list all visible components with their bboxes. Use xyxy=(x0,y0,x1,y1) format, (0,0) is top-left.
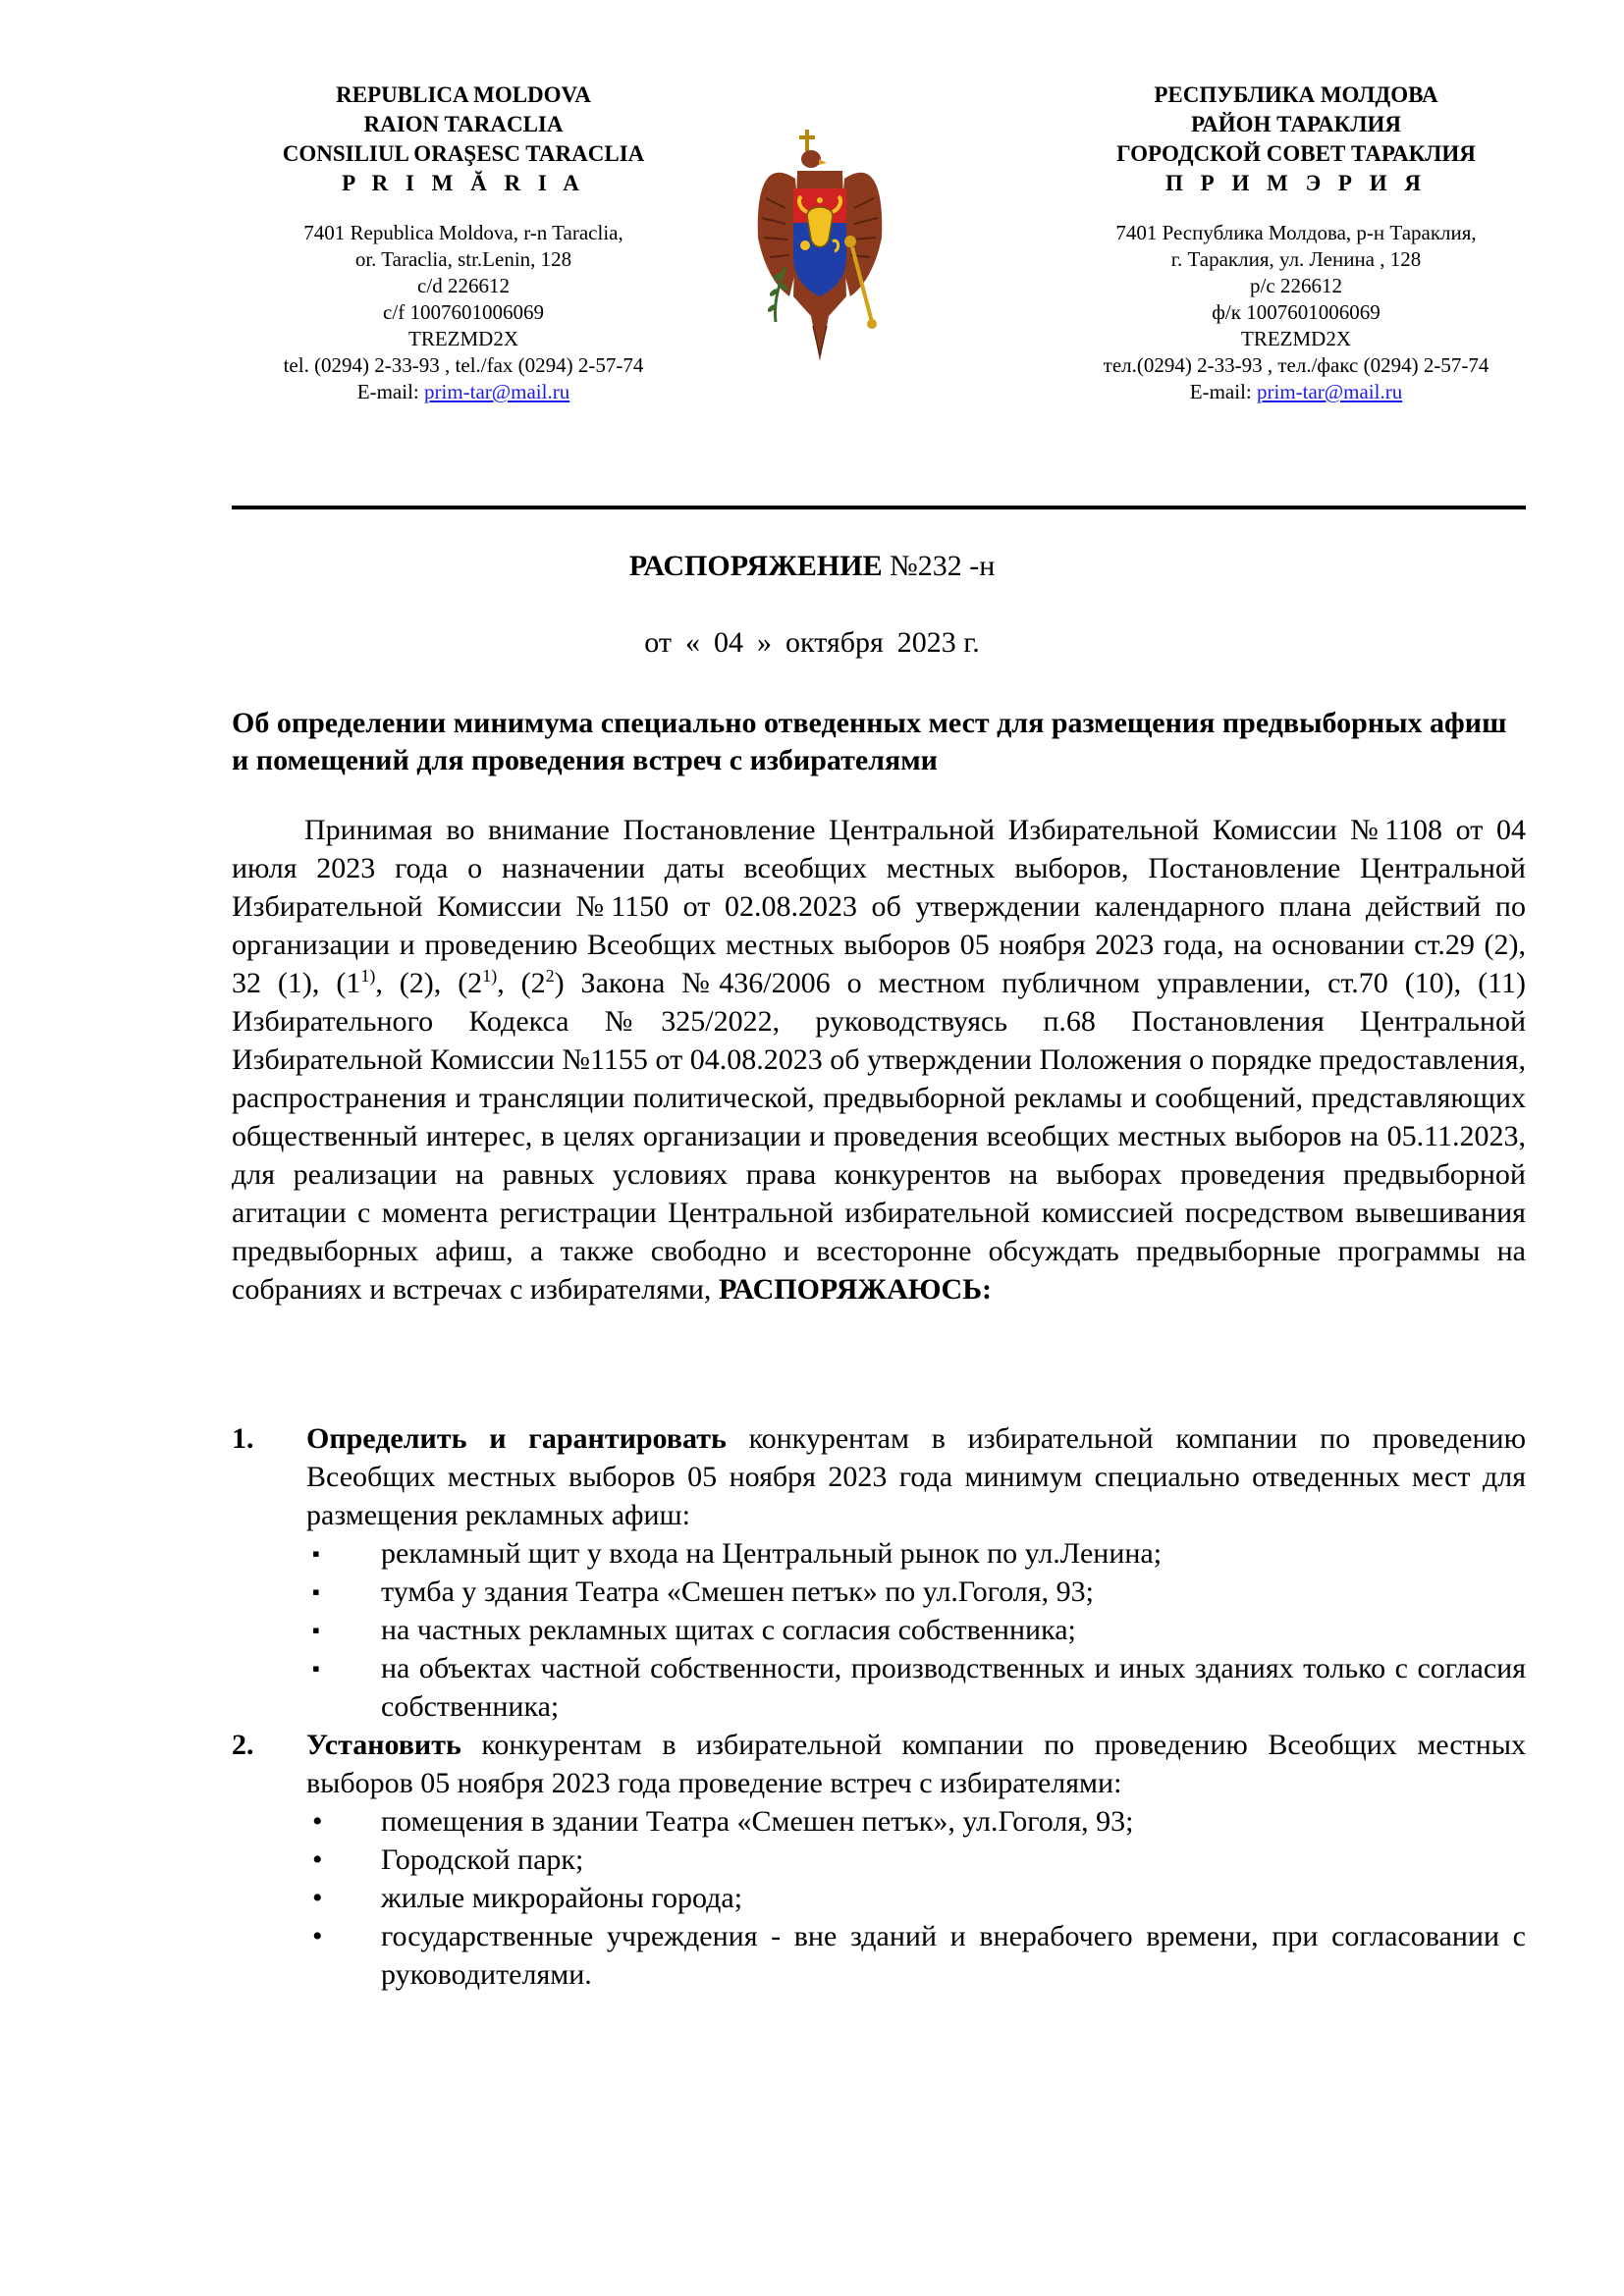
fiscal-code-line: ф/к 1007601006069 xyxy=(1212,300,1380,324)
list-item xyxy=(306,1534,1526,1573)
email-label: E-mail: xyxy=(356,380,424,403)
date-prefix: от xyxy=(644,626,673,659)
office-name: П Р И М Э Р И Я xyxy=(1165,171,1427,195)
list-item-text: на объектах частной собственности, производственных и иных зданиях только с согласия собственника; xyxy=(381,1652,1526,1723)
date-month: октября xyxy=(785,626,884,659)
title-word: РАСПОРЯЖЕНИЕ xyxy=(628,550,883,582)
order-item-2 xyxy=(232,1726,1526,1994)
country-name: REPUBLICA MOLDOVA xyxy=(336,82,591,107)
item-number: 2. xyxy=(232,1729,254,1761)
list-item-text: государственные учреждения - вне зданий и внерабочего времени, при согласовании с руководителями. xyxy=(381,1920,1526,1991)
email-link[interactable]: prim-tar@mail.ru xyxy=(1257,380,1403,403)
council-name: ГОРОДСКОЙ СОВЕТ ТАРАКЛИЯ xyxy=(1116,141,1476,166)
list-item-text: Городской парк; xyxy=(381,1843,584,1876)
country-name: РЕСПУБЛИКА МОЛДОВА xyxy=(1154,82,1438,107)
account-line: р/с 226612 xyxy=(1250,274,1342,297)
phone-line: тел.(0294) 2-33-93 , тел./факс (0294) 2-57-74 xyxy=(1103,353,1489,377)
round-bullet-icon: • xyxy=(312,1843,323,1876)
list-item xyxy=(306,1649,1526,1726)
item-lead: Установить xyxy=(306,1729,461,1761)
list-item-text: помещения в здании Театра «Смешен петък», ул.Гоголя, 93; xyxy=(381,1805,1134,1838)
phone-line: tel. (0294) 2-33-93 , tel./fax (0294) 2-57-74 xyxy=(283,353,644,377)
superscript: 1) xyxy=(482,966,498,986)
date-year: 2023 г. xyxy=(896,626,980,659)
preamble-paragraph xyxy=(232,811,1526,1308)
list-item xyxy=(306,1611,1526,1649)
superscript: 2 xyxy=(545,966,555,986)
item-body xyxy=(306,1419,1526,1534)
email-label: E-mail: xyxy=(1189,380,1257,403)
office-name: P R I M Ă R I A xyxy=(342,171,585,195)
address-block xyxy=(208,220,719,405)
decree-word: РАСПОРЯЖАЮСЬ: xyxy=(718,1273,993,1306)
title-number: №232 -н xyxy=(882,550,996,582)
item-lead: Определить и гарантировать xyxy=(306,1422,727,1455)
preamble-text: ) Закона №436/2006 о местном публичном управлении, ст.70 (10), (11) Избирательного Кодекса №325/2022, руководствуясь п.68 Постановления Центральной Избирательной Комиссии №1155 от 04.08.2023 об утверждении Положения о порядке предоставления, распространения и трансляции политической, предвыборной рекламы и сообщений, представляющих общественный интерес, в целях организации и проведения всеобщих местных выборов на 05.11.2023, для реализации на равных условиях права конкурентов на выборах проведения предвыборной агитации с момента регистрации Центральной избирательной комиссией посредством вывешивания предвыборных афиш, а также свободно и всесторонне обсуждать предвыборные программы на собраниях и встречах с избирателями, xyxy=(232,967,1526,1306)
address-line: 7401 Республика Молдова, р-н Тараклия, xyxy=(1115,221,1477,244)
document-subject: Об определении минимума специально отведенных мест для размещения предвыборных афиш и помещений для проведения встреч с избирателями xyxy=(232,707,1507,776)
district-name: RAION TARACLIA xyxy=(363,112,564,136)
fiscal-code-line: c/f 1007601006069 xyxy=(383,300,544,324)
square-bullet-icon: ▪ xyxy=(312,1656,320,1681)
list-item-text: жилые микрорайоны города; xyxy=(381,1882,743,1914)
list-item xyxy=(306,1802,1526,1841)
coat-of-arms-emblem xyxy=(756,130,884,365)
round-bullet-icon: • xyxy=(312,1805,323,1838)
list-item xyxy=(306,1573,1526,1611)
item-text: конкурентам в избирательной компании по проведению Всеобщих местных выборов 05 ноября 2023 года проведение встреч с избирателями: xyxy=(306,1729,1526,1799)
preamble-text: Принимая во внимание Постановление Центральной Избирательной Комиссии №1108 от 04 июля 2023 года о назначении даты всеобщих местных выборов, Постановление Центральной Избирательной Комиссии №1150 от 02.08.2023 об утверждении календарного плана действий по организации и проведению Всеобщих местных выборов 05 ноября 2023 года, на основании ст.29 (2), 32 (1), (1 xyxy=(232,814,1526,999)
list-item-text: на частных рекламных щитах с согласия собственника; xyxy=(381,1614,1076,1646)
item-body xyxy=(306,1726,1526,1802)
address-block xyxy=(1041,220,1551,405)
list-item-text: тумба у здания Театра «Смешен петък» по ул.Гоголя, 93; xyxy=(381,1575,1094,1608)
header-right xyxy=(1041,80,1551,405)
address-line: or. Taraclia, str.Lenin, 128 xyxy=(354,247,572,271)
superscript: 1) xyxy=(360,966,376,986)
address-line: г. Тараклия, ул. Ленина , 128 xyxy=(1170,247,1422,271)
bank-code-line: TREZMD2X xyxy=(1241,327,1351,350)
council-name: CONSILIUL ORAŞESC TARACLIA xyxy=(282,141,645,166)
square-bullet-icon: ▪ xyxy=(312,1541,320,1566)
date-day: 04 xyxy=(714,626,744,659)
round-bullet-icon: • xyxy=(312,1920,323,1952)
list-item xyxy=(306,1879,1526,1917)
document-date xyxy=(0,626,1624,660)
date-quote-open: « xyxy=(685,626,701,659)
email-line xyxy=(208,379,719,405)
order-item-1 xyxy=(232,1419,1526,1726)
square-bullet-icon: ▪ xyxy=(312,1618,320,1642)
district-name: РАЙОН ТАРАКЛИЯ xyxy=(1191,112,1401,136)
list-item-text: рекламный щит у входа на Центральный рынок по ул.Ленина; xyxy=(381,1537,1163,1570)
item-text: конкурентам в избирательной компании по проведению Всеобщих местных выборов 05 ноября 2023 года минимум специально отведенных мест для размещения рекламных афиш: xyxy=(306,1422,1526,1531)
email-link[interactable]: prim-tar@mail.ru xyxy=(424,380,570,403)
placement-list xyxy=(232,1534,1526,1726)
address-line: 7401 Republica Moldova, r-n Taraclia, xyxy=(303,221,623,244)
list-item xyxy=(306,1841,1526,1879)
list-item xyxy=(306,1917,1526,1994)
bank-code-line: TREZMD2X xyxy=(408,327,518,350)
preamble-text: , (2), (2 xyxy=(375,967,483,999)
preamble-text: , (2 xyxy=(497,967,546,999)
item-number: 1. xyxy=(232,1422,254,1455)
header-divider xyxy=(232,506,1526,509)
date-quote-close: » xyxy=(757,626,773,659)
round-bullet-icon: • xyxy=(312,1882,323,1914)
header-left xyxy=(208,80,719,405)
document-title xyxy=(0,550,1624,583)
email-line xyxy=(1041,379,1551,405)
meeting-places-list xyxy=(232,1802,1526,1994)
account-line: c/d 226612 xyxy=(417,274,510,297)
square-bullet-icon: ▪ xyxy=(312,1579,320,1604)
